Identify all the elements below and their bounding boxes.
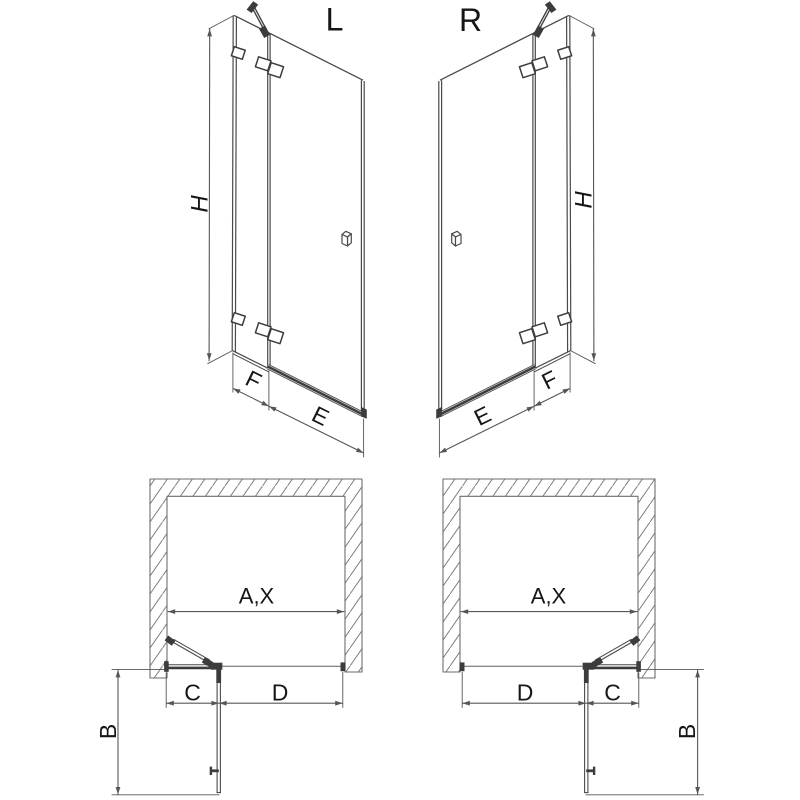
view-title-left: L [325, 1, 344, 38]
dim-label-door-width-right: E [469, 400, 496, 431]
dim-label-c-right: C [604, 679, 621, 706]
dim-label-d-right: D [516, 679, 534, 706]
dim-label-opening-right: A,X [530, 583, 567, 609]
dim-label-fixed-width-left: F [241, 365, 266, 395]
dim-label-c-left: C [184, 679, 201, 706]
perspective-view-left [207, 1, 367, 457]
dim-label-opening-left: A,X [238, 583, 275, 609]
dim-label-b-right: B [674, 723, 700, 740]
dim-label-height-right: H [570, 191, 598, 209]
plan-view-left [112, 479, 362, 795]
view-title-right: R [458, 2, 483, 38]
dimension-labels [95, 2, 700, 740]
perspective-view-right [436, 1, 596, 457]
dim-label-height-left: H [186, 195, 214, 213]
plan-view-right [443, 479, 704, 795]
dim-label-fixed-width-right: F [537, 365, 562, 395]
dim-label-b-left: B [95, 723, 121, 740]
dim-label-door-width-left: E [307, 400, 334, 431]
dim-label-d-left: D [271, 679, 289, 706]
